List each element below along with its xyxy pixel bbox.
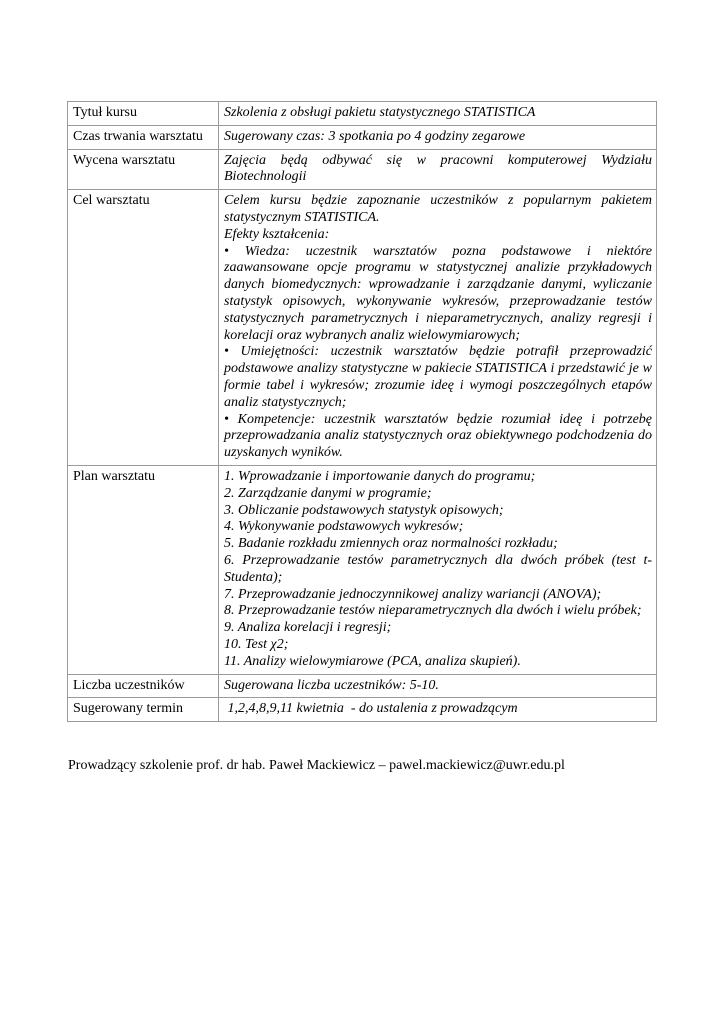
participants-label: Liczba uczestników — [68, 674, 219, 698]
term-value: 1,2,4,8,9,11 kwietnia - do ustalenia z prowadzącym — [219, 698, 657, 722]
plan-item: 5. Badanie rozkładu zmiennych oraz normalności rozkładu; — [224, 536, 558, 552]
pricing-value: Zajęcia będą odbywać się w pracowni komputerowej Wydziału Biotechnologii — [219, 149, 657, 190]
goal-knowledge: • Wiedza: uczestnik warsztatów pozna podstawowe i niektóre zaawansowane opcje programu w statystycznej analizie przykładowych danych biomedycznych: wprowadzanie i zarządzanie danymi, wyliczanie statystyk opisowych, wykonywanie wykresów, przeprowadzanie testów statystycznych parametrycznych i nieparametrycznych, analizy regresji i korelacji oraz wybranych analiz wielowymiarowych; — [224, 243, 652, 343]
plan-item: 2. Zarządzanie danymi w programie; — [224, 485, 432, 501]
goal-competences: • Kompetencje: uczestnik warsztatów będzie rozumiał ideę i potrzebę przeprowadzania analiz statystycznych oraz obiektywnego podchodzenia do uzyskanych wyników. — [224, 411, 652, 461]
goal-skills: • Umiejętności: uczestnik warsztatów będzie potrafił przeprowadzić podstawowe analizy statystyczne w pakiecie STATISTICA i przedstawić je w formie tabel i wykresów; zrozumie ideę i wymogi poszczególnych etapów analiz statystycznych; — [224, 344, 652, 410]
plan-item: 4. Wykonywanie podstawowych wykresów; — [224, 519, 464, 535]
title-value: Szkolenia z obsługi pakietu statystycznego STATISTICA — [219, 102, 657, 126]
plan-item: 9. Analiza korelacji i regresji; — [224, 620, 392, 636]
table-row-plan — [68, 465, 657, 674]
duration-value: Sugerowany czas: 3 spotkania po 4 godziny zegarowe — [219, 125, 657, 149]
plan-label: Plan warsztatu — [68, 465, 219, 674]
title-label: Tytuł kursu — [68, 102, 219, 126]
term-label: Sugerowany termin — [68, 698, 219, 722]
table-row-pricing — [68, 149, 657, 190]
plan-item: 8. Przeprowadzanie testów nieparametrycznych dla dwóch i wielu próbek; — [224, 603, 642, 619]
goal-outcomes-heading: Efekty kształcenia: — [224, 226, 330, 242]
course-info-table — [67, 101, 657, 722]
plan-item: 6. Przeprowadzanie testów parametrycznych dla dwóch próbek (test t-Studenta); — [224, 552, 652, 585]
plan-item: 11. Analizy wielowymiarowe (PCA, analiza skupień). — [224, 653, 521, 669]
plan-item: 7. Przeprowadzanie jednoczynnikowej analizy wariancji (ANOVA); — [224, 586, 602, 602]
plan-item: 3. Obliczanie podstawowych statystyk opisowych; — [224, 502, 504, 518]
duration-label: Czas trwania warsztatu — [68, 125, 219, 149]
instructor-contact: Prowadzący szkolenie prof. dr hab. Paweł Mackiewicz – pawel.mackiewicz@uwr.edu.pl — [68, 758, 565, 773]
table-row-title — [68, 102, 657, 126]
table-row-goal — [68, 190, 657, 466]
table-row-participants — [68, 674, 657, 698]
goal-label: Cel warsztatu — [68, 190, 219, 466]
table-row-term — [68, 698, 657, 722]
participants-value: Sugerowana liczba uczestników: 5-10. — [219, 674, 657, 698]
table-row-duration — [68, 125, 657, 149]
plan-item: 10. Test χ2; — [224, 636, 289, 652]
goal-intro: Celem kursu będzie zapoznanie uczestników z popularnym pakietem statystycznym STATISTICA. — [224, 193, 652, 225]
goal-value — [219, 190, 657, 466]
plan-item: 1. Wprowadzanie i importowanie danych do programu; — [224, 468, 536, 484]
pricing-label: Wycena warsztatu — [68, 149, 219, 190]
plan-value — [219, 465, 657, 674]
